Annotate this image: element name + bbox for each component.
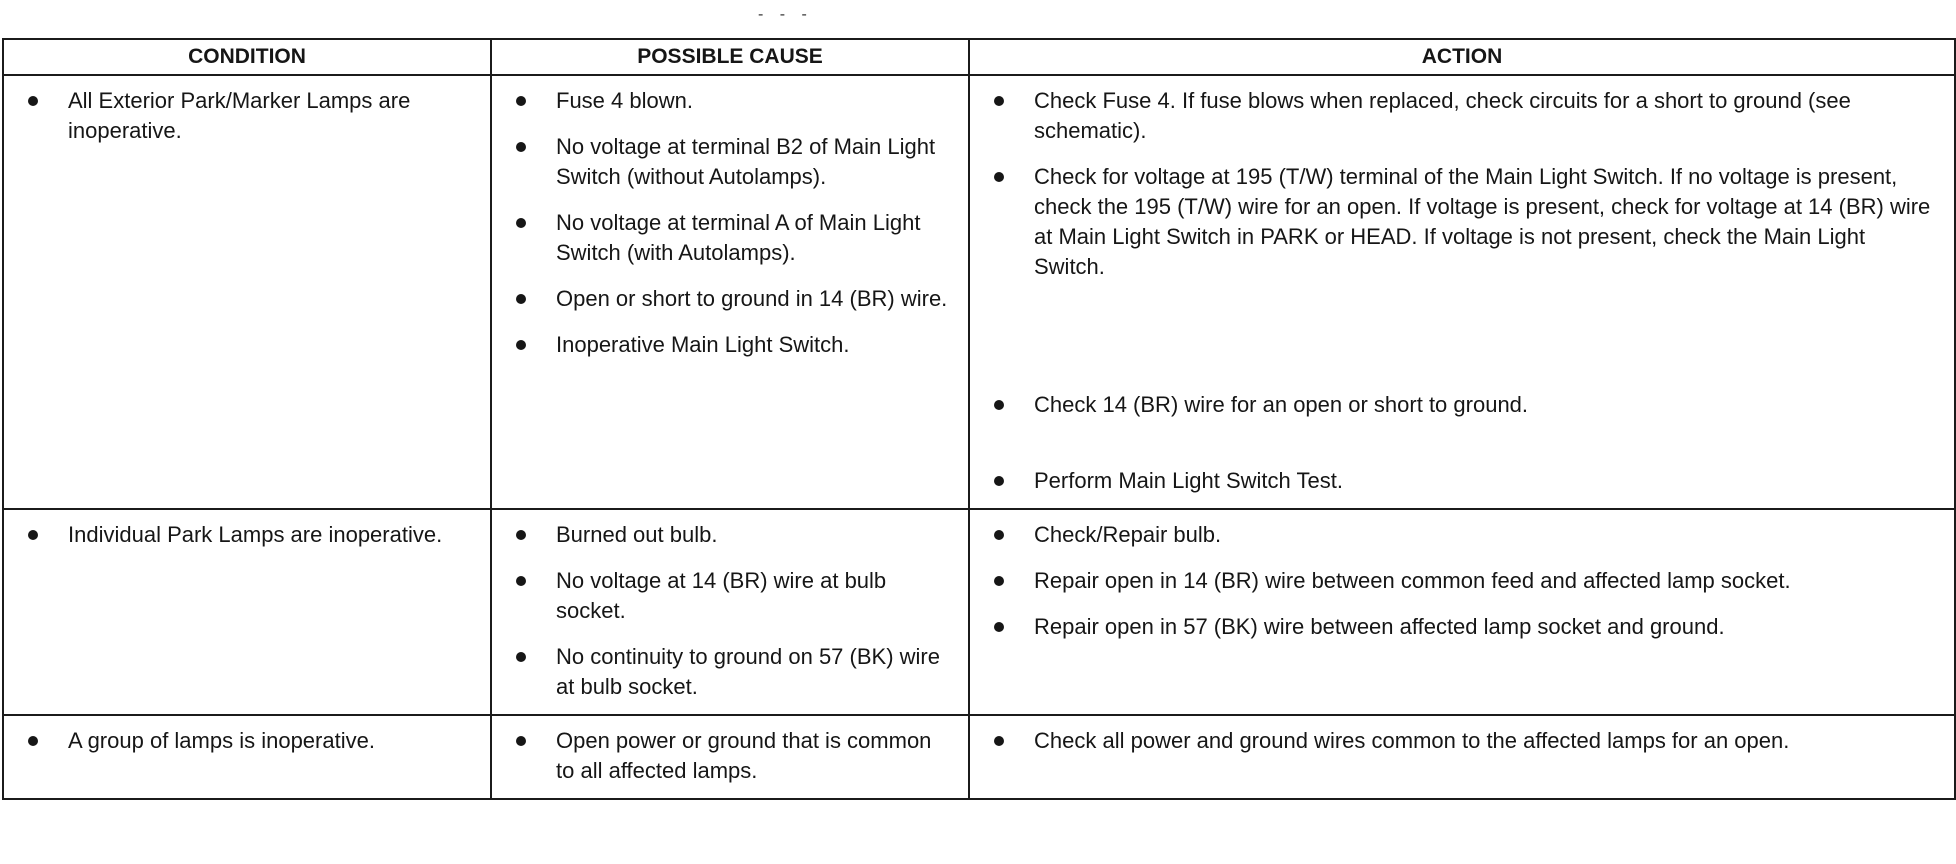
bullet-icon [516, 530, 526, 540]
column-header-condition: CONDITION [3, 39, 491, 75]
bullet-icon [516, 294, 526, 304]
bullet-icon [994, 736, 1004, 746]
bullet-icon [516, 142, 526, 152]
bullet-icon [994, 172, 1004, 182]
condition-entry [24, 520, 476, 550]
cause-text: No continuity to ground on 57 (BK) wire at bulb socket. [556, 644, 940, 699]
action-entry [990, 86, 1940, 146]
bullet-icon [994, 96, 1004, 106]
cause-entry [512, 520, 954, 550]
cause-entry [512, 284, 954, 314]
condition-cell [3, 75, 491, 509]
action-text: Check 14 (BR) wire for an open or short to ground. [1034, 392, 1529, 417]
table-header-row [3, 39, 1955, 75]
action-text: Check for voltage at 195 (T/W) terminal of the Main Light Switch. If no voltage is present, check the 195 (T/W) wire for an open. If voltage is present, check for voltage at 14 (BR) wire at Main Light Switch in PARK or HEAD. If voltage is not present, check the Main Light Switch. [1034, 164, 1931, 279]
bullet-icon [994, 400, 1004, 410]
bullet-icon [516, 576, 526, 586]
bullet-icon [994, 476, 1004, 486]
action-entry [990, 566, 1940, 596]
table-row [3, 75, 1955, 509]
cause-entry [512, 330, 954, 360]
action-entry [990, 612, 1940, 642]
action-entry [990, 726, 1940, 756]
condition-text: A group of lamps is inoperative. [68, 728, 375, 753]
cause-text: Fuse 4 blown. [556, 88, 693, 113]
bullet-icon [28, 530, 38, 540]
action-cell [969, 509, 1955, 715]
condition-text: Individual Park Lamps are inoperative. [68, 522, 443, 547]
bullet-icon [516, 340, 526, 350]
cause-entry [512, 566, 954, 626]
action-text: Check all power and ground wires common to the affected lamps for an open. [1034, 728, 1790, 753]
cause-entry [512, 642, 954, 702]
action-text: Repair open in 57 (BK) wire between affected lamp socket and ground. [1034, 614, 1725, 639]
action-text: Repair open in 14 (BR) wire between common feed and affected lamp socket. [1034, 568, 1791, 593]
action-text: Perform Main Light Switch Test. [1034, 468, 1343, 493]
bullet-icon [994, 530, 1004, 540]
action-entry [990, 162, 1940, 282]
action-entry [990, 520, 1940, 550]
bullet-icon [28, 96, 38, 106]
action-entry [990, 390, 1940, 420]
bullet-icon [28, 736, 38, 746]
column-header-action: ACTION [969, 39, 1955, 75]
cause-entry [512, 208, 954, 268]
cause-text: Burned out bulb. [556, 522, 718, 547]
table-row [3, 715, 1955, 799]
bullet-icon [516, 652, 526, 662]
page-top-mark: - - - [758, 6, 813, 23]
cause-cell [491, 509, 969, 715]
cause-entry [512, 86, 954, 116]
bullet-icon [994, 622, 1004, 632]
table-row [3, 509, 1955, 715]
condition-entry [24, 726, 476, 756]
cause-entry [512, 726, 954, 786]
action-entry [990, 466, 1940, 496]
condition-text: All Exterior Park/Marker Lamps are inoperative. [68, 88, 411, 143]
cause-entry [512, 132, 954, 192]
cause-cell [491, 715, 969, 799]
condition-entry [24, 86, 476, 146]
action-cell [969, 75, 1955, 509]
bullet-icon [994, 576, 1004, 586]
cause-text: No voltage at 14 (BR) wire at bulb socket. [556, 568, 887, 623]
cause-text: Open or short to ground in 14 (BR) wire. [556, 286, 948, 311]
cause-text: Inoperative Main Light Switch. [556, 332, 850, 357]
bullet-icon [516, 218, 526, 228]
cause-text: Open power or ground that is common to all affected lamps. [556, 728, 932, 783]
action-text: Check Fuse 4. If fuse blows when replaced, check circuits for a short to ground (see schematic). [1034, 88, 1851, 143]
condition-cell [3, 509, 491, 715]
cause-text: No voltage at terminal A of Main Light Switch (with Autolamps). [556, 210, 921, 265]
action-cell [969, 715, 1955, 799]
bullet-icon [516, 96, 526, 106]
condition-cell [3, 715, 491, 799]
cause-cell [491, 75, 969, 509]
bullet-icon [516, 736, 526, 746]
action-text: Check/Repair bulb. [1034, 522, 1222, 547]
diagnosis-table [2, 38, 1956, 800]
column-header-possible-cause: POSSIBLE CAUSE [491, 39, 969, 75]
cause-text: No voltage at terminal B2 of Main Light Switch (without Autolamps). [556, 134, 936, 189]
